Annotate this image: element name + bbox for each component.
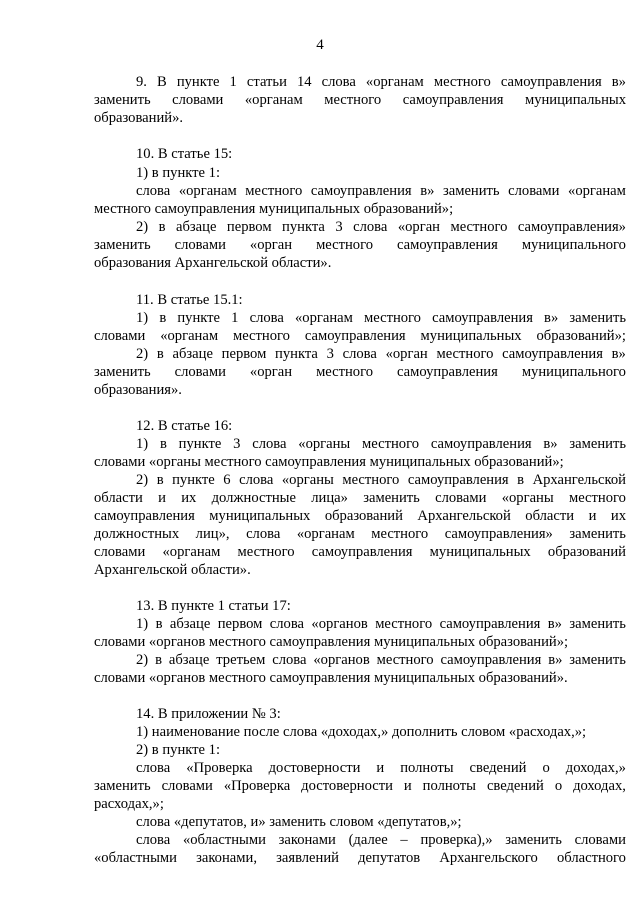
text-line: области и их должностные лица» заменить словами «органы местного (94, 490, 626, 506)
text-line: расходах,»; (94, 796, 164, 812)
text-line: 1) в абзаце первом слова «органов местного самоуправления в» заменить (136, 616, 626, 632)
text-line: слова «Проверка достоверности и полноты сведений о доходах,» (136, 760, 626, 776)
text-line: заменить словами «Проверка достоверности и полноты сведений о доходах, (94, 778, 626, 794)
text-line: «областными законами, заявлений депутатов Архангельского областного (94, 850, 626, 866)
text-line: заменить словами «орган местного самоуправления муниципального (94, 237, 626, 253)
text-line: 1) в пункте 3 слова «органы местного самоуправления в» заменить (136, 436, 626, 452)
text-line: местного самоуправления муниципальных образований»; (94, 201, 454, 217)
text-line: 2) в пункте 1: (136, 742, 221, 758)
text-line: словами «органам местного самоуправления муниципальных образований (94, 544, 626, 560)
text-line: 1) наименование после слова «доходах,» дополнить словом «расходах,»; (136, 724, 587, 740)
text-line: Архангельской области». (94, 562, 251, 578)
text-line: слова «органам местного самоуправления в» заменить словами «органам (136, 183, 626, 199)
page-number: 4 (316, 37, 324, 53)
text-line: 2) в абзаце третьем слова «органов местного самоуправления в» заменить (136, 652, 626, 668)
text-line: словами «органов местного самоуправления муниципальных образований»; (94, 634, 569, 650)
text-line: слова «областными законами (далее – проверка),» заменить словами (136, 832, 626, 848)
text-line: 12. В статье 16: (136, 418, 233, 434)
text-line: 10. В статье 15: (136, 146, 233, 162)
text-line: 11. В статье 15.1: (136, 292, 243, 308)
text-line: 9. В пункте 1 статьи 14 слова «органам местного самоуправления в» (136, 74, 626, 90)
text-line: образования». (94, 382, 182, 398)
text-line: 2) в абзаце первом пункта 3 слова «орган местного самоуправления в» (136, 346, 626, 362)
text-line: должностных лиц», слова «органам местного самоуправления» заменить (94, 526, 626, 542)
text-line: самоуправления муниципальных образований Архангельской области и их (94, 508, 626, 524)
text-line: словами «органов местного самоуправления муниципальных образований». (94, 670, 568, 686)
text-line: образования Архангельской области». (94, 255, 332, 271)
text-line: 2) в пункте 6 слова «органы местного самоуправления в Архангельской (136, 472, 626, 488)
text-line: заменить словами «орган местного самоуправления муниципального (94, 364, 626, 380)
text-line: 1) в пункте 1 слова «органам местного самоуправления в» заменить (136, 310, 626, 326)
text-line: 2) в абзаце первом пункта 3 слова «орган местного самоуправления» (136, 219, 626, 235)
text-line: словами «органы местного самоуправления муниципальных образований»; (94, 454, 564, 470)
text-line: словами «органам местного самоуправления муниципальных образований»; (94, 328, 626, 344)
text-line: 13. В пункте 1 статьи 17: (136, 598, 291, 614)
text-line: слова «депутатов, и» заменить словом «депутатов,»; (136, 814, 462, 830)
text-line: заменить словами «органам местного самоуправления муниципальных (94, 92, 626, 108)
text-line: 14. В приложении № 3: (136, 706, 281, 722)
text-line: 1) в пункте 1: (136, 165, 221, 181)
text-line: образований». (94, 110, 184, 126)
